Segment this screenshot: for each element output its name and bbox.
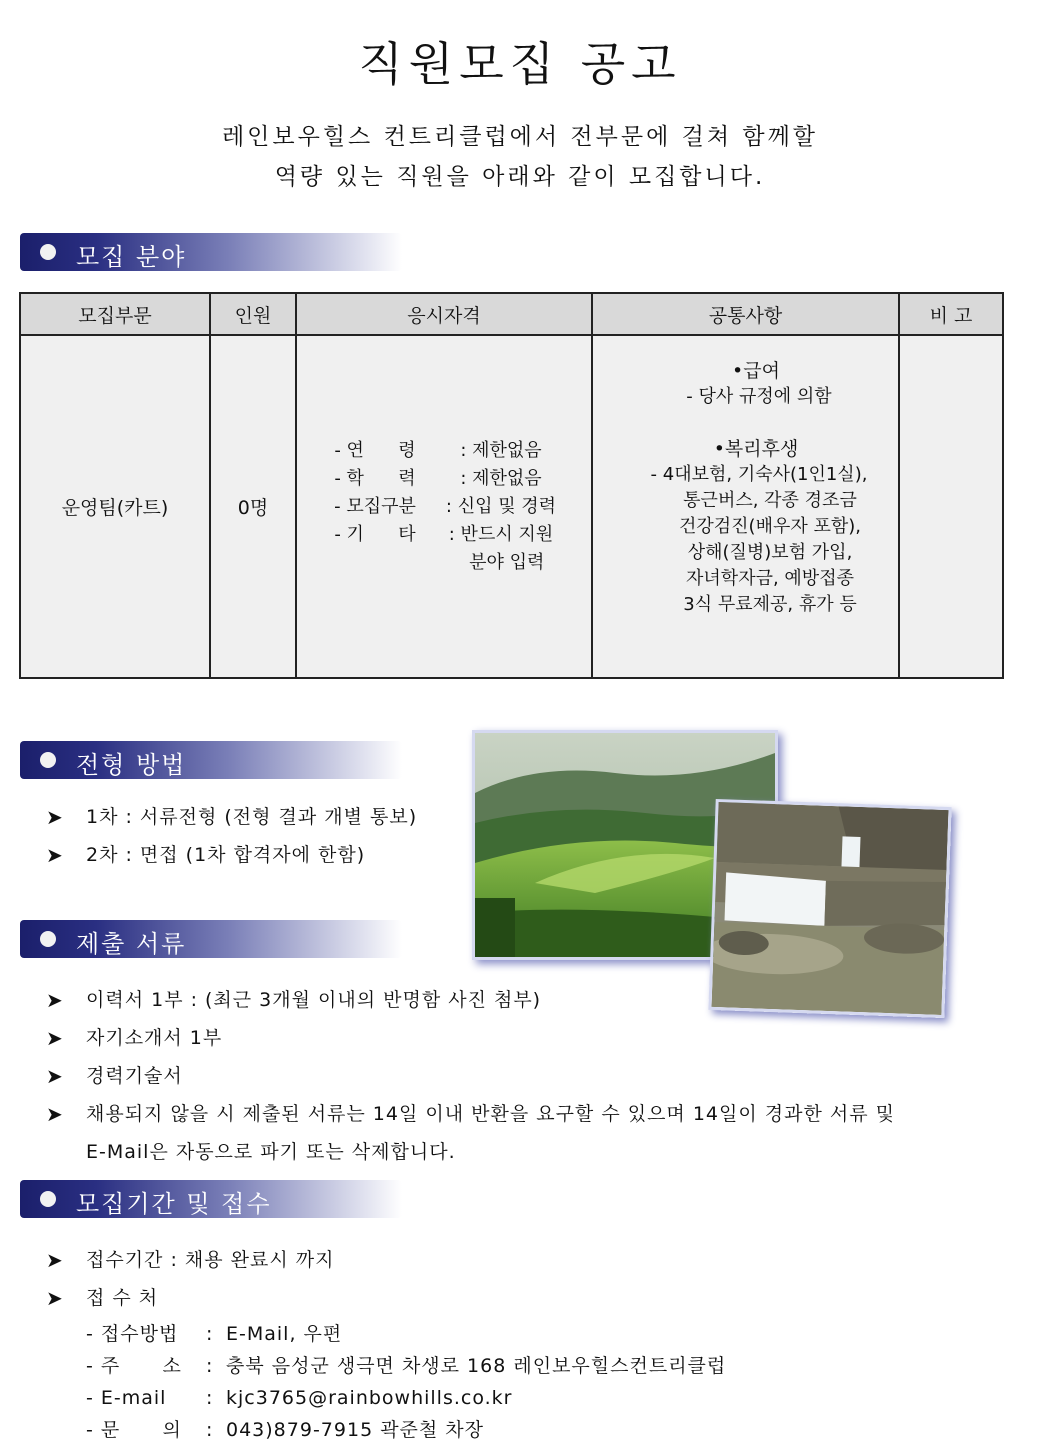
common-items-cell	[592, 335, 899, 678]
qualification-key	[319, 549, 431, 577]
contact-key: - 접수방법	[86, 1323, 179, 1345]
qualification-row	[319, 493, 590, 521]
section-label: 제출 서류	[76, 930, 187, 958]
qualification-value: : 반드시 지원	[448, 523, 554, 545]
welfare-line: 통근버스, 각종 경조금	[683, 490, 857, 511]
contact-key: - E-mail	[86, 1387, 167, 1409]
list-item-text: 1차 : 서류전형 (전형 결과 개별 통보)	[86, 806, 418, 828]
arrow-bullet-icon: ➤	[46, 988, 64, 1012]
qualifications-cell	[296, 335, 592, 678]
section-header-period	[20, 1180, 402, 1218]
list-item-text: 자기소개서 1부	[86, 1027, 223, 1049]
intro-line-1: 레인보우힐스 컨트리클럽에서 전부문에 걸쳐 함께할	[221, 124, 819, 150]
contact-row: - 접수방법 : E-Mail, 우편	[86, 1318, 726, 1350]
qualification-row	[319, 465, 590, 493]
salary-detail: - 당사 규정에 의함	[686, 386, 832, 407]
list-item	[46, 1245, 334, 1283]
department-cell: 운영팀(카트)	[20, 335, 210, 678]
note-cell	[899, 335, 1003, 678]
count-cell: 0명	[210, 335, 296, 678]
documents-list	[46, 985, 895, 1175]
list-item-text: 접 수 처	[86, 1287, 159, 1309]
table-header-row	[20, 293, 1003, 335]
contact-key: - 문 의	[86, 1419, 182, 1441]
table-header: 공통사항	[592, 293, 899, 335]
contact-value: E-Mail, 우편	[226, 1323, 343, 1345]
arrow-bullet-icon: ➤	[46, 1248, 64, 1272]
arrow-bullet-icon: ➤	[46, 1102, 64, 1126]
qualification-key: - 기 타	[334, 523, 416, 545]
welfare-line: 상해(질병)보험 가입,	[687, 542, 853, 563]
contact-row: - 문 의 : 043)879-7915 곽준철 차장	[86, 1414, 726, 1446]
period-list	[46, 1245, 334, 1321]
section-label: 전형 방법	[76, 751, 187, 779]
list-item	[46, 840, 417, 878]
table-header: 모집부문	[20, 293, 210, 335]
welfare-line: 3식 무료제공, 휴가 등	[683, 594, 857, 615]
section-header-documents	[20, 920, 402, 958]
table-row	[20, 335, 1003, 678]
arrow-bullet-icon: ➤	[46, 1286, 64, 1310]
list-item	[46, 802, 417, 840]
qualification-key: - 연 령	[334, 439, 416, 461]
qualification-value: 분야 입력	[457, 551, 545, 573]
welfare-line: 자녀학자금, 예방접종	[686, 568, 854, 589]
salary-title: •급여	[732, 360, 780, 382]
list-item	[46, 985, 895, 1023]
page-title: 직원모집 공고	[358, 37, 682, 91]
contact-details	[86, 1318, 726, 1446]
table-header: 응시자격	[296, 293, 592, 335]
qualification-value: : 제한없음	[460, 467, 542, 489]
qualification-row	[319, 521, 590, 549]
qualification-key: - 학 력	[334, 467, 416, 489]
qualification-key: - 모집구분	[334, 495, 416, 517]
table-header: 인원	[210, 293, 296, 335]
list-item	[46, 1099, 895, 1137]
contact-key: - 주 소	[86, 1355, 182, 1377]
contact-value: 043)879-7915 곽준철 차장	[226, 1419, 485, 1441]
section-label: 모집 분야	[76, 243, 187, 271]
arrow-bullet-icon: ➤	[46, 1064, 64, 1088]
list-item-continuation: E-Mail은 자동으로 파기 또는 삭제합니다.	[86, 1141, 456, 1163]
list-item	[46, 1023, 895, 1061]
list-item	[46, 1061, 895, 1099]
table-header: 비 고	[899, 293, 1003, 335]
bullet-circle-icon	[40, 752, 56, 768]
list-item-text: 채용되지 않을 시 제출된 서류는 14일 이내 반환을 요구할 수 있으며 14일이 경과한 서류 및	[86, 1103, 895, 1125]
bullet-circle-icon	[40, 244, 56, 260]
welfare-line: - 4대보험, 기숙사(1인1실),	[650, 464, 868, 485]
waterfall-image	[711, 802, 948, 1015]
qualification-value: : 신입 및 경력	[445, 495, 557, 517]
section-header-method	[20, 741, 402, 779]
welfare-line: 건강검진(배우자 포함),	[679, 516, 861, 537]
bullet-circle-icon	[40, 1191, 56, 1207]
qualification-value: : 제한없음	[460, 439, 542, 461]
qualification-row	[319, 549, 590, 577]
list-item-text: 접수기간 : 채용 완료시 까지	[86, 1249, 335, 1271]
list-item-text: 경력기술서	[86, 1065, 183, 1087]
contact-row: - 주 소 : 충북 음성군 생극면 차생로 168 레인보우힐스컨트리클럽	[86, 1350, 726, 1382]
list-item-text: 2차 : 면접 (1차 합격자에 한함)	[86, 844, 366, 866]
section-header-field	[20, 233, 402, 271]
welfare-title: •복리후생	[713, 438, 799, 460]
qualification-row	[319, 437, 590, 465]
method-list	[46, 802, 417, 878]
list-item-text: 이력서 1부 : (최근 3개월 이내의 반명함 사진 첨부)	[86, 989, 542, 1011]
contact-value: 충북 음성군 생극면 차생로 168 레인보우힐스컨트리클럽	[226, 1355, 727, 1377]
bullet-circle-icon	[40, 931, 56, 947]
arrow-bullet-icon: ➤	[46, 1026, 64, 1050]
contact-email[interactable]: kjc3765@rainbowhills.co.kr	[226, 1387, 513, 1409]
list-item	[46, 1283, 334, 1321]
intro-line-2: 역량 있는 직원을 아래와 같이 모집합니다.	[274, 164, 766, 190]
section-label: 모집기간 및 접수	[76, 1190, 272, 1218]
arrow-bullet-icon: ➤	[46, 805, 64, 829]
recruitment-table	[19, 292, 1004, 679]
arrow-bullet-icon: ➤	[46, 843, 64, 867]
contact-row: - E-mail : kjc3765@rainbowhills.co.kr	[86, 1382, 726, 1414]
